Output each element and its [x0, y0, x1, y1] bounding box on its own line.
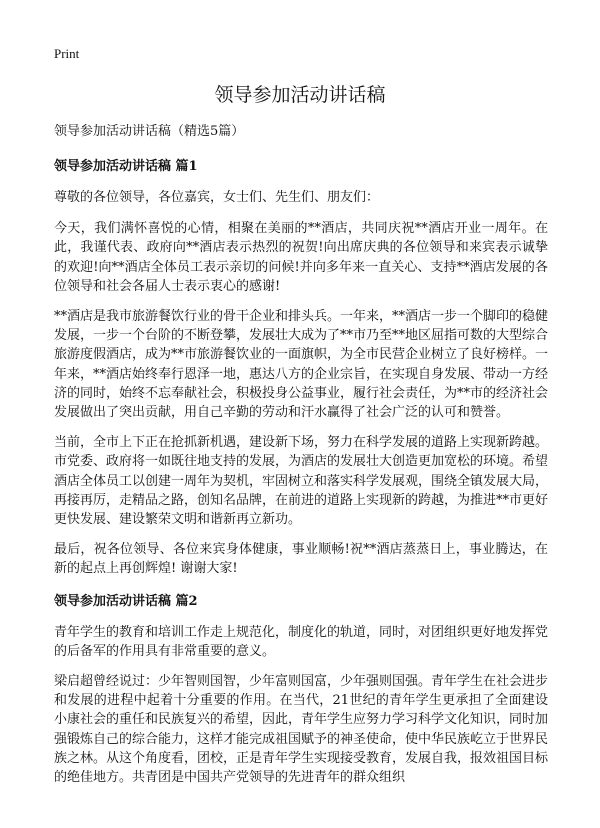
paragraph: 梁启超曾经说过：少年智则国智，少年富则国富，少年强则国强。青年学生在社会进步和发展的进程中起着十分重要的作用。在当代，21世纪的青年学生更承担了全面建设小康社会的重任和民族复兴的希望，因此，青年学生应努力学习科学文化知识，同时加强锻炼自己的综合能力，这样才能完成祖国赋予的神圣使命，使中华民族屹立于世界民族之林。从这个角度看，团校，正是青年学生实现接受教育，发展自我，报效祖国目标的绝佳地方。共青团是中国共产党领导的先进青年的群众组织 [54, 674, 549, 786]
document-title: 领导参加活动讲话稿 [214, 84, 386, 106]
print-link[interactable]: Print [54, 46, 80, 61]
document-body [54, 120, 548, 798]
document-subtitle: 领导参加活动讲话稿（精选5篇） [54, 124, 245, 139]
section-heading: 领导参加活动讲话稿 篇2 [54, 593, 198, 609]
paragraph: **酒店是我市旅游餐饮行业的骨干企业和排头兵。一年来，**酒店一步一个脚印的稳健发展，一步一个台阶的不断登攀，发展壮大成为了**市乃至**地区屈指可数的大型综合旅游度假酒店，成为**市旅游餐饮业的一面旗帜，为全市民营企业树立了良好榜样。一年来，**酒店始终奉行恩泽一地，惠达八方的企业宗旨，在实现自身发展、带动一方经济的同时，始终不忘奉献社会，积极投身公益事业，履行社会责任，为**市的经济社会发展做出了突出贡献，用自己辛勤的劳动和汗水赢得了社会广泛的认可和赞誉。 [54, 309, 549, 421]
paragraph: 当前，全市上下正在抢抓新机遇，建设新下场，努力在科学发展的道路上实现新跨越。市党委、政府将一如既往地支持的发展，为酒店的发展壮大创造更加宽松的环境。希望酒店全体员工以创建一周年为契机，牢固树立和落实科学发展观，围绕全镇发展大局，再接再厉，走精品之路，创知名品牌，在前进的道路上实现新的跨越，为推进**市更好更快发展、建设繁荣文明和谐新再立新功。 [54, 435, 549, 528]
paragraph: 最后，祝各位领导、各位来宾身体健康，事业顺畅!祝**酒店蒸蒸日上，事业腾达，在新的起点上再创辉煌! 谢谢大家! [54, 542, 548, 577]
paragraph: 尊敬的各位领导，各位嘉宾，女士们、先生们、朋友们： [54, 190, 380, 205]
paragraph: 青年学生的教育和培训工作走上规范化，制度化的轨道，同时，对团组织更好地发挥党的后备军的作用具有非常重要的意义。 [54, 624, 549, 659]
section-heading: 领导参加活动讲话稿 篇1 [54, 159, 198, 174]
paragraph: 今天，我们满怀喜悦的心情，相聚在美丽的**酒店，共同庆祝**酒店开业一周年。在此，我谨代表、政府向**酒店表示热烈的祝贺!向出席庆典的各位领导和来宾表示诚挚的欢迎!向**酒店全体员工表示亲切的问候!并向多年来一直关心、支持**酒店发展的各位领导和社会各届人士表示衷心的感谢! [54, 221, 548, 294]
